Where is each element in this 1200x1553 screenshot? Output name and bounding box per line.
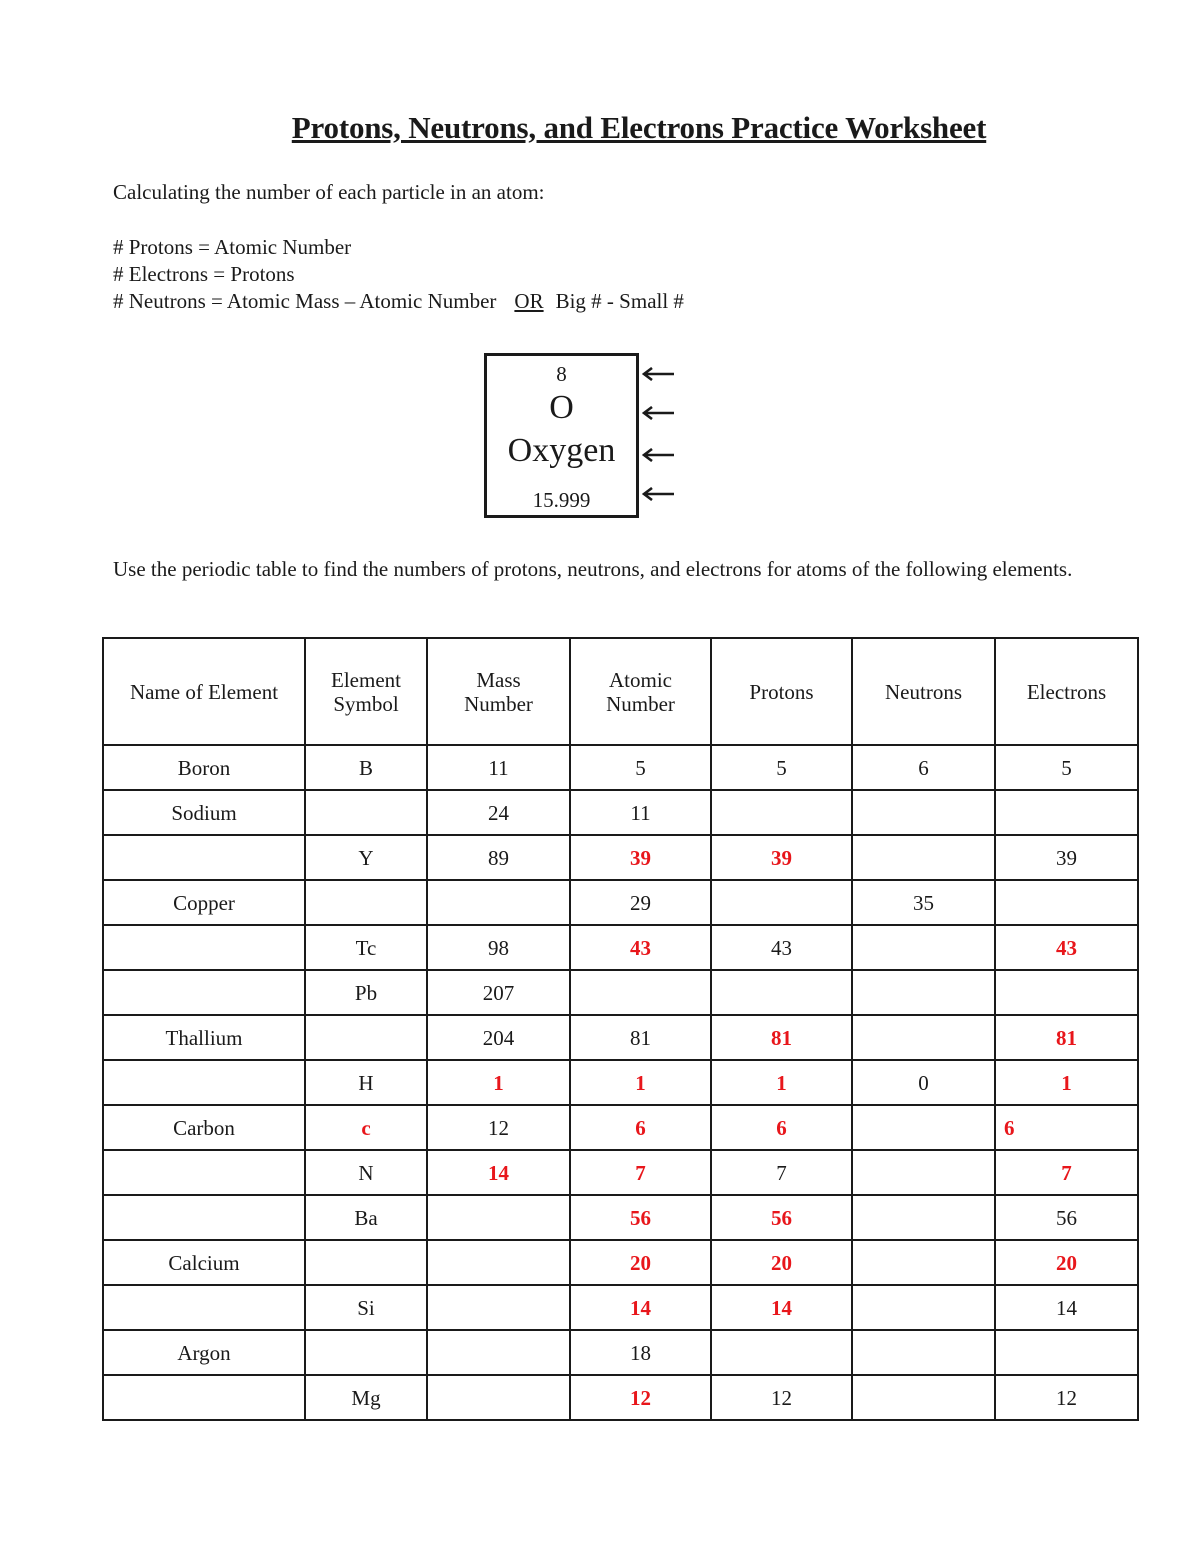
- intro-text: Calculating the number of each particle in an atom:: [113, 180, 545, 204]
- table-cell: 43: [570, 925, 711, 970]
- table-row: [103, 1195, 1138, 1240]
- table-cell: 1: [711, 1060, 852, 1105]
- table-cell: [103, 970, 305, 1015]
- table-cell: 14: [570, 1285, 711, 1330]
- table-cell: [427, 1195, 570, 1240]
- element-symbol: O: [549, 389, 574, 426]
- table-cell: [711, 880, 852, 925]
- table-cell: [305, 880, 427, 925]
- table-cell: 35: [852, 880, 995, 925]
- table-row: [103, 745, 1138, 790]
- column-header: [305, 638, 427, 745]
- table-cell: 1: [995, 1060, 1138, 1105]
- table-row: [103, 835, 1138, 880]
- table-cell: [711, 1330, 852, 1375]
- element-atomic-number: 8: [556, 362, 567, 386]
- column-header: [427, 638, 570, 745]
- table-cell: [305, 1330, 427, 1375]
- table-cell: [852, 1195, 995, 1240]
- rule-electrons: # Electrons = Protons: [113, 262, 295, 286]
- table-row: [103, 1060, 1138, 1105]
- table-cell: [103, 1195, 305, 1240]
- column-header-text: Protons: [749, 679, 814, 704]
- element-atomic-mass: 15.999: [532, 488, 591, 512]
- table-cell: [852, 790, 995, 835]
- worksheet-table: [102, 637, 1139, 1421]
- table-row: [103, 1330, 1138, 1375]
- table-cell: [427, 1285, 570, 1330]
- table-cell: 43: [711, 925, 852, 970]
- column-header: [995, 638, 1138, 745]
- table-cell: [711, 970, 852, 1015]
- column-header: [711, 638, 852, 745]
- element-name: Oxygen: [507, 432, 616, 469]
- table-cell: 43: [995, 925, 1138, 970]
- arrow-left-icon: [642, 448, 676, 462]
- table-cell: Thallium: [103, 1015, 305, 1060]
- table-cell: 12: [711, 1375, 852, 1420]
- instructions-text: Use the periodic table to find the numbers of protons, neutrons, and electrons for atoms of the following elements.: [113, 557, 1073, 581]
- table-cell: Ba: [305, 1195, 427, 1240]
- table-cell: [427, 880, 570, 925]
- column-header-text: Electrons: [1026, 679, 1107, 704]
- column-header-text: Neutrons: [885, 679, 962, 704]
- table-cell: Si: [305, 1285, 427, 1330]
- table-cell: Carbon: [103, 1105, 305, 1150]
- table-cell: 6: [995, 1105, 1138, 1150]
- table-cell: [852, 835, 995, 880]
- table-cell: 11: [427, 745, 570, 790]
- table-cell: [852, 1015, 995, 1060]
- table-cell: [305, 1015, 427, 1060]
- table-cell: 56: [711, 1195, 852, 1240]
- table-cell: 81: [995, 1015, 1138, 1060]
- table-cell: 12: [995, 1375, 1138, 1420]
- arrow-left-icon: [642, 406, 676, 420]
- table-cell: 98: [427, 925, 570, 970]
- table-cell: 39: [995, 835, 1138, 880]
- table-cell: Tc: [305, 925, 427, 970]
- table-cell: 11: [570, 790, 711, 835]
- table-row: [103, 1105, 1138, 1150]
- table-cell: 1: [427, 1060, 570, 1105]
- table-cell: 5: [995, 745, 1138, 790]
- table-cell: H: [305, 1060, 427, 1105]
- rule-neutrons-formula: # Neutrons = Atomic Mass – Atomic Number: [113, 289, 497, 313]
- table-cell: 1: [570, 1060, 711, 1105]
- table-cell: Mg: [305, 1375, 427, 1420]
- table-cell: [103, 1060, 305, 1105]
- table-cell: Copper: [103, 880, 305, 925]
- table-cell: 39: [570, 835, 711, 880]
- arrow-left-icon: [642, 487, 676, 501]
- table-cell: [852, 1240, 995, 1285]
- table-cell: Y: [305, 835, 427, 880]
- table-cell: [427, 1240, 570, 1285]
- rule-neutrons-alt: Big # - Small #: [555, 289, 684, 313]
- arrow-left-icon: [642, 367, 676, 381]
- column-header-text: Number: [464, 691, 533, 716]
- table-cell: 81: [570, 1015, 711, 1060]
- table-cell: [852, 925, 995, 970]
- table-cell: 204: [427, 1015, 570, 1060]
- table-cell: [852, 1330, 995, 1375]
- table-cell: [103, 835, 305, 880]
- rule-protons: # Protons = Atomic Number: [113, 235, 352, 259]
- table-cell: [711, 790, 852, 835]
- table-cell: 207: [427, 970, 570, 1015]
- table-row: [103, 790, 1138, 835]
- table-cell: [103, 925, 305, 970]
- table-cell: 89: [427, 835, 570, 880]
- table-cell: [103, 1285, 305, 1330]
- table-cell: [103, 1150, 305, 1195]
- table-cell: [852, 1375, 995, 1420]
- table-row: [103, 1285, 1138, 1330]
- column-header-text: Element: [331, 667, 401, 692]
- table-row: [103, 1015, 1138, 1060]
- table-cell: 14: [711, 1285, 852, 1330]
- table-cell: 7: [995, 1150, 1138, 1195]
- column-header-text: Symbol: [333, 691, 399, 716]
- table-row: [103, 880, 1138, 925]
- table-cell: 24: [427, 790, 570, 835]
- table-cell: Calcium: [103, 1240, 305, 1285]
- table-cell: [570, 970, 711, 1015]
- rule-or: OR: [514, 289, 544, 313]
- table-cell: 81: [711, 1015, 852, 1060]
- table-cell: 6: [570, 1105, 711, 1150]
- table-row: [103, 1240, 1138, 1285]
- table-cell: Argon: [103, 1330, 305, 1375]
- table-cell: [427, 1330, 570, 1375]
- table-row: [103, 1150, 1138, 1195]
- table-cell: [995, 790, 1138, 835]
- table-cell: 56: [570, 1195, 711, 1240]
- table-cell: Pb: [305, 970, 427, 1015]
- table-cell: [305, 790, 427, 835]
- table-cell: [852, 1150, 995, 1195]
- table-cell: 20: [570, 1240, 711, 1285]
- table-cell: 20: [711, 1240, 852, 1285]
- table-cell: [852, 1285, 995, 1330]
- table-cell: 39: [711, 835, 852, 880]
- table-header-row: [103, 638, 1138, 745]
- table-cell: 12: [427, 1105, 570, 1150]
- table-row: [103, 1375, 1138, 1420]
- column-header-text: Atomic: [609, 667, 672, 692]
- column-header: [103, 638, 305, 745]
- column-header-text: Name of Element: [129, 679, 279, 704]
- table-cell: 0: [852, 1060, 995, 1105]
- table-cell: 14: [995, 1285, 1138, 1330]
- table-cell: Sodium: [103, 790, 305, 835]
- table-cell: 7: [570, 1150, 711, 1195]
- table-cell: N: [305, 1150, 427, 1195]
- table-row: [103, 925, 1138, 970]
- table-cell: [305, 1240, 427, 1285]
- table-cell: [852, 970, 995, 1015]
- table-cell: c: [305, 1105, 427, 1150]
- column-header: [852, 638, 995, 745]
- element-box-oxygen: [484, 353, 639, 518]
- table-cell: Boron: [103, 745, 305, 790]
- table-cell: [995, 880, 1138, 925]
- column-header-text: Mass: [476, 667, 521, 692]
- column-header-text: Number: [606, 691, 675, 716]
- rule-neutrons: [113, 289, 684, 314]
- table-cell: B: [305, 745, 427, 790]
- table-cell: 56: [995, 1195, 1138, 1240]
- table-cell: 29: [570, 880, 711, 925]
- table-cell: [103, 1375, 305, 1420]
- table-row: [103, 970, 1138, 1015]
- table-cell: 14: [427, 1150, 570, 1195]
- table-cell: 7: [711, 1150, 852, 1195]
- column-header: [570, 638, 711, 745]
- table-cell: [995, 970, 1138, 1015]
- table-cell: 6: [852, 745, 995, 790]
- table-cell: 18: [570, 1330, 711, 1375]
- table-cell: [427, 1375, 570, 1420]
- table-cell: 5: [570, 745, 711, 790]
- table-cell: 20: [995, 1240, 1138, 1285]
- table-cell: 6: [711, 1105, 852, 1150]
- table-cell: [995, 1330, 1138, 1375]
- table-cell: 12: [570, 1375, 711, 1420]
- table-cell: [852, 1105, 995, 1150]
- table-cell: 5: [711, 745, 852, 790]
- worksheet-title: Protons, Neutrons, and Electrons Practice Worksheet: [291, 110, 987, 145]
